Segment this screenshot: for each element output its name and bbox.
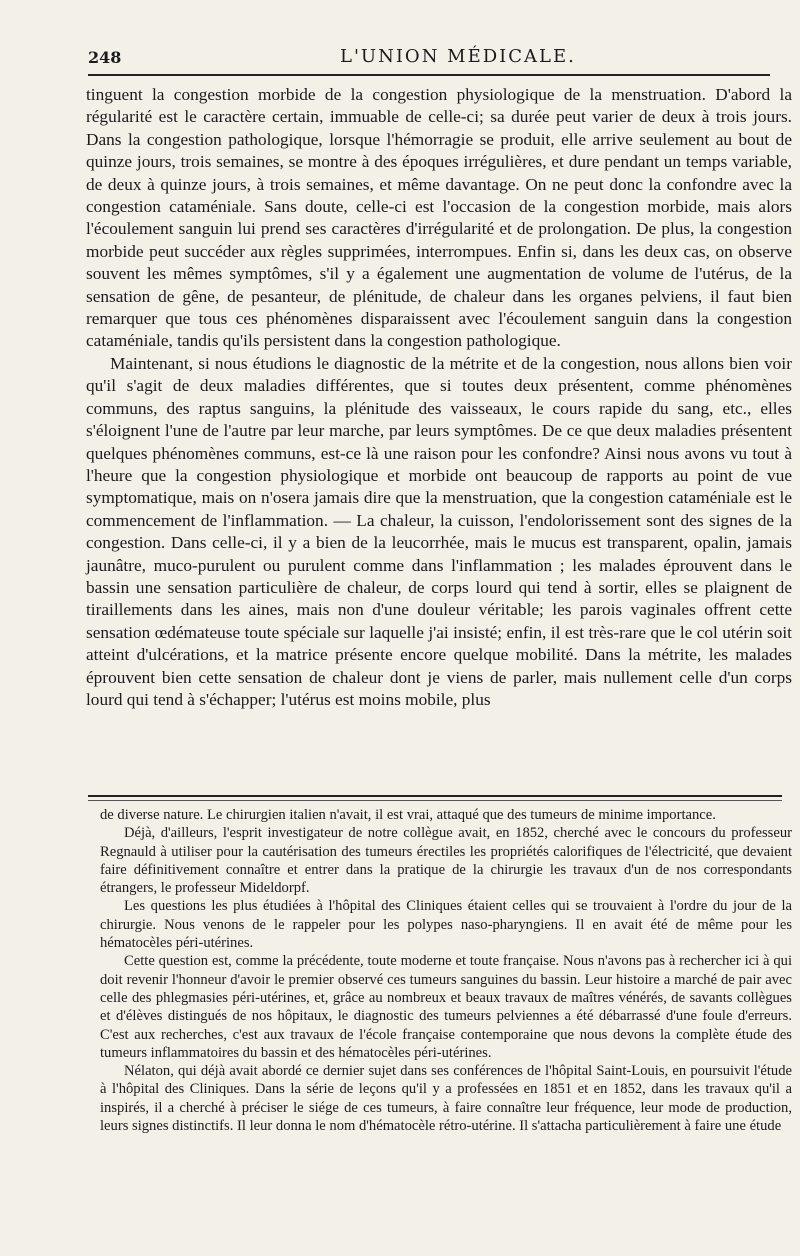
page-header	[88, 44, 770, 74]
footnote-rule	[88, 795, 782, 797]
page-number: 248	[88, 48, 122, 67]
note-paragraph: Déjà, d'ailleurs, l'esprit investigateur de notre collègue avait, en 1852, cherché avec le concours du professeur Regnauld à utiliser pour la cautérisation des tumeurs érectiles les propriétés calorifiques de l'électricité, que devaient faire définitivement connaître et entrer dans la pratique de la chirurgie les travaux d'un de nos correspondants étrangers, le professeur Mideldorpf.	[100, 825, 792, 897]
footnote-rule-thin	[88, 800, 782, 801]
note-paragraph: Nélaton, qui déjà avait abordé ce dernier sujet dans ses conférences de l'hôpital Saint-Louis, en poursuivit l'étude à l'hôpital des Cliniques. Dans la série de leçons qu'il y a professées en 1851 et en 1852, dans les travaux qu'il a inspirés, il a cherché à préciser le siége de ces tumeurs, à faire connaître leur fréquence, leur mode de production, leurs signes distinctifs. Il leur donna le nom d'hématocèle rétro-utérine. Il s'attacha particulièrement à faire une étude	[100, 1063, 792, 1135]
body-paragraph: Maintenant, si nous étudions le diagnostic de la métrite et de la congestion, nous allons bien voir qu'il s'agit de deux maladies différentes, que si toutes deux présentent, comme phénomènes communs, des raptus sanguins, la plénitude des vaisseaux, le cours rapide du sang, etc., elles s'éloignent l'une de l'autre par leur marche, par leurs symptômes. De ce que deux maladies présentent quelques phénomènes communs, est-ce là une raison pour les confondre? Ainsi nous avons vu tout à l'heure que la congestion physiologique et morbide ont beaucoup de rapports au point de vue symptomatique, mais on n'osera jamais dire que la menstruation, que la congestion cataméniale est le commencement de l'inflammation. — La chaleur, la cuisson, l'endolorissement sont des signes de la congestion. Dans celle-ci, il y a bien de la leucorrhée, mais le mucus est transparent, opalin, jamais jaunâtre, muco-purulent ou purulent comme dans l'inflammation ; les malades éprouvent dans le bassin une sensation particulière de chaleur, de corps lourd qui tend à sortir, elles se plaignent de tiraillements dans les aines, mais non d'une douleur véritable; les parois vaginales offrent cette sensation œdémateuse toute spéciale sur laquelle j'ai insisté; enfin, il est très-rare que le col utérin soit atteint d'ulcérations, et la matrice présente encore quelque mobilité. Dans la métrite, les malades éprouvent bien cette sensation de chaleur dont je viens de parler, mais nullement celle d'un corps lourd qui tend à s'échapper; l'utérus est moins mobile, plus	[86, 353, 792, 709]
note-paragraph: Les questions les plus étudiées à l'hôpital des Cliniques étaient celles qui se trouvaient à l'ordre du jour de la chirurgie. Nous venons de le rappeler pour les polypes naso-pharyngiens. Il en avait été de même pour les hématocèles péri-utérines.	[100, 898, 792, 952]
feuilleton-text	[100, 806, 792, 1135]
body-paragraph: tinguent la congestion morbide de la congestion physiologique de la menstruation. D'abord la régularité est le caractère certain, immuable de celle-ci; sa durée peut varier de deux à trois jours. Dans la congestion pathologique, lorsque l'hémorragie se produit, elle arrive seulement au bout de quinze jours, trois semaines, se montre à des époques irrégulières, et dure pendant un temps variable, de deux à quinze jours, à trois semaines, et même davantage. On ne peut donc la confondre avec la congestion cataméniale. Sans doute, celle-ci est l'occasion de la congestion morbide, mais alors l'écoulement sanguin lui prend ses caractères d'irrégularité et de prolongation. De plus, la congestion morbide peut succéder aux règles supprimées, interrompues. Enfin si, dans les deux cas, on observe souvent les mêmes symptômes, s'il y a également une augmentation de volume de l'utérus, de la sensation de gêne, de pesanteur, de plénitude, de chaleur dans les organes pelviens, il faut bien remarquer que tous ces phénomènes disparaissent avec l'écoulement sanguin dans la congestion cataméniale, tandis qu'ils persistent dans la congestion pathologique.	[86, 85, 792, 351]
note-paragraph: de diverse nature. Le chirurgien italien n'avait, il est vrai, attaqué que des tumeurs de minime importance.	[100, 807, 716, 823]
note-paragraph: Cette question est, comme la précédente, toute moderne et toute française. Nous n'avons pas à rechercher ici à qui doit revenir l'honneur d'avoir le premier observé ces tumeurs sanguines du bassin. Leur histoire a marché de pair avec celle des phlegmasies péri-utérines, et, grâce au nombreux et beaux travaux de maîtres vénérés, de savants collègues et d'élèves distingués de nos hôpitaux, le diagnostic des tumeurs pelviennes a été débarrassé d'une foule d'erreurs. C'est aux recherches, c'est aux travaux de l'école française contemporaine que nous devons la complète étude des tumeurs inflammatoires du bassin et des hématocèles péri-utérines.	[100, 953, 792, 1061]
running-title: L'UNION MÉDICALE.	[340, 46, 576, 67]
main-text	[86, 84, 792, 711]
header-rule	[88, 74, 770, 76]
